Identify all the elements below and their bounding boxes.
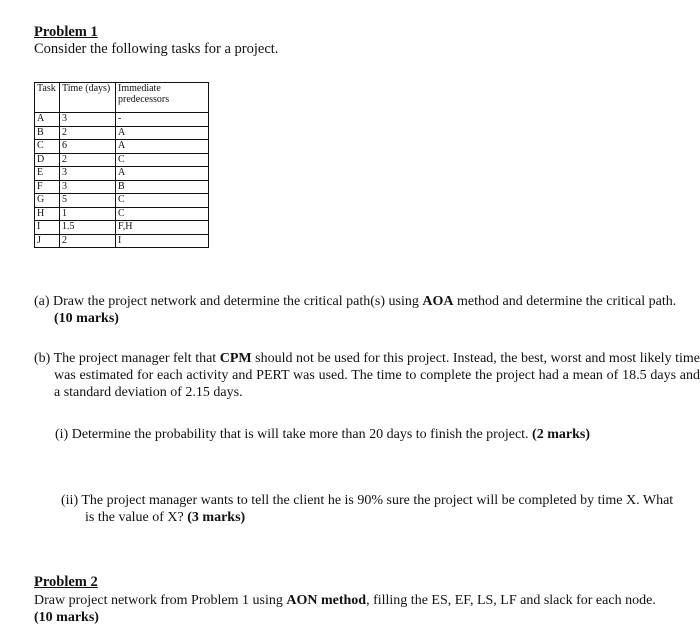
- cell-task: G: [35, 194, 60, 208]
- question-b-ii: [61, 492, 685, 526]
- table-row: [35, 167, 209, 181]
- cell-time: 1: [60, 207, 116, 221]
- cell-task: F: [35, 180, 60, 194]
- question-a-text2: method and determine the critical path.: [453, 294, 677, 309]
- cell-predecessors: F,H: [116, 221, 209, 235]
- table-row: [35, 234, 209, 248]
- question-b-method: CPM: [219, 351, 252, 366]
- question-b-i-marks: (2 marks): [532, 427, 590, 442]
- table-row: [35, 207, 209, 221]
- question-a-text: (a) Draw the project network and determine the critical path(s) using: [34, 294, 423, 309]
- cell-predecessors: C: [116, 207, 209, 221]
- cell-time: 2: [60, 126, 116, 140]
- question-b-ii-text: (ii) The project manager wants to tell the client he is 90% sure the project will be completed by time X. What is the value of X?: [61, 493, 674, 525]
- cell-task: E: [35, 167, 60, 181]
- cell-time: 3: [60, 113, 116, 127]
- table-row: [35, 180, 209, 194]
- question-b-text: (b) The project manager felt that: [34, 351, 220, 366]
- task-table-header-row: [35, 83, 209, 113]
- question-a-marks: (10 marks): [54, 311, 119, 326]
- cell-predecessors: -: [116, 113, 209, 127]
- problem2-title: Problem 2: [34, 574, 98, 590]
- cell-task: J: [35, 234, 60, 248]
- cell-predecessors: B: [116, 180, 209, 194]
- cell-predecessors: A: [116, 126, 209, 140]
- cell-time: 2: [60, 234, 116, 248]
- problem1-intro: Consider the following tasks for a project.: [34, 41, 279, 57]
- question-b: [34, 350, 700, 401]
- cell-predecessors: A: [116, 167, 209, 181]
- cell-time: 1.5: [60, 221, 116, 235]
- table-row: [35, 153, 209, 167]
- question-b-i-text: (i) Determine the probability that is will take more than 20 days to finish the project.: [55, 427, 533, 442]
- problem2-marks: (10 marks): [34, 610, 99, 625]
- cell-time: 2: [60, 153, 116, 167]
- table-row: [35, 194, 209, 208]
- header-task: Task: [35, 83, 60, 113]
- problem2-text: [34, 592, 684, 626]
- question-b-text2: should not be used for this project. Instead, the best, worst and most likely time was estimated for each activity and PERT was used. The time to complete the project had a mean of 18.5 days and a standard deviation of 2.15 days.: [54, 351, 700, 400]
- question-a: [34, 293, 684, 327]
- cell-time: 6: [60, 140, 116, 154]
- cell-predecessors: C: [116, 194, 209, 208]
- cell-predecessors: C: [116, 153, 209, 167]
- cell-predecessors: I: [116, 234, 209, 248]
- cell-time: 3: [60, 180, 116, 194]
- cell-task: H: [35, 207, 60, 221]
- cell-predecessors: A: [116, 140, 209, 154]
- cell-time: 3: [60, 167, 116, 181]
- question-b-ii-marks: (3 marks): [187, 510, 246, 525]
- problem2-method: AON method: [286, 593, 367, 608]
- table-row: [35, 221, 209, 235]
- cell-task: A: [35, 113, 60, 127]
- table-row: [35, 140, 209, 154]
- table-row: [35, 126, 209, 140]
- question-a-method: AOA: [422, 294, 454, 309]
- problem2-text-part1: Draw project network from Problem 1 using: [34, 593, 287, 608]
- cell-time: 5: [60, 194, 116, 208]
- cell-task: D: [35, 153, 60, 167]
- question-b-i: [55, 426, 675, 443]
- header-predecessors: Immediate predecessors: [116, 83, 209, 113]
- cell-task: C: [35, 140, 60, 154]
- header-time: Time (days): [60, 83, 116, 113]
- table-row: [35, 113, 209, 127]
- task-table: [34, 82, 209, 248]
- problem1-title: Problem 1: [34, 24, 98, 40]
- problem2-text-part2: , filling the ES, EF, LS, LF and slack for each node.: [366, 593, 656, 608]
- cell-task: B: [35, 126, 60, 140]
- cell-task: I: [35, 221, 60, 235]
